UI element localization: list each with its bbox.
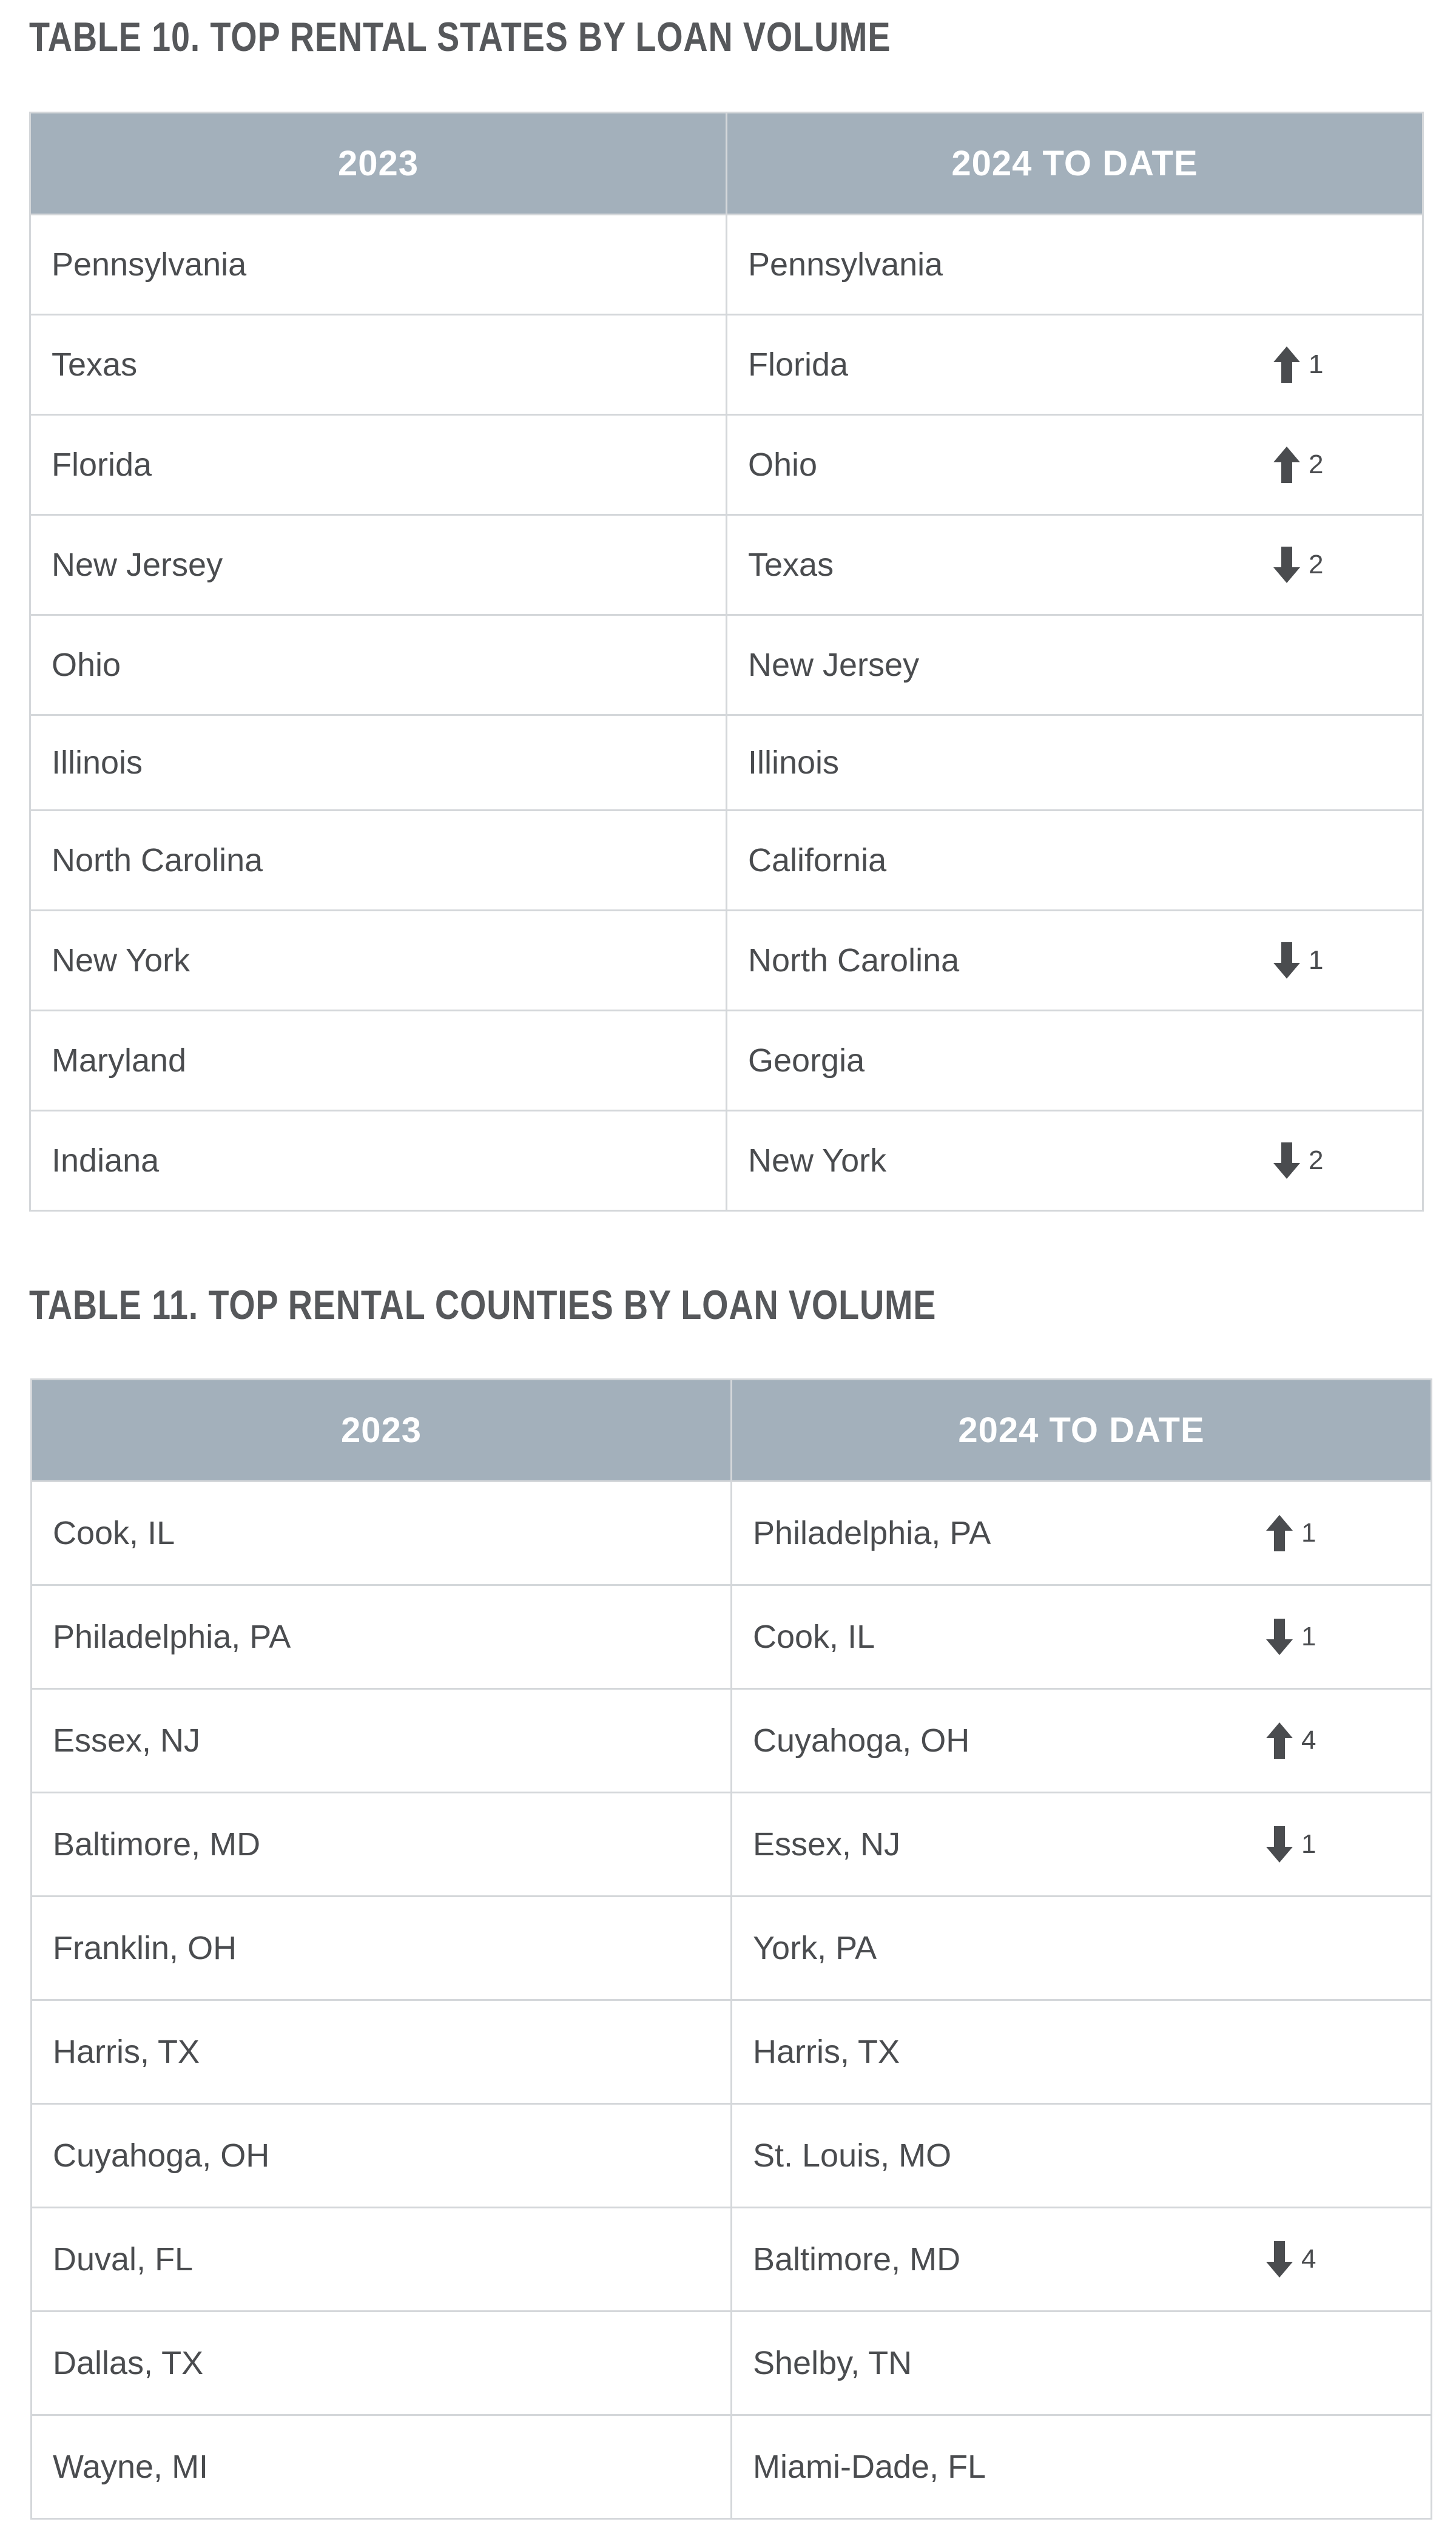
rank-name-2023: Cook, IL: [53, 1515, 175, 1551]
rank-change: [1273, 547, 1323, 583]
cell-2024: [727, 615, 1423, 715]
arrow-down-icon: [1273, 942, 1300, 979]
cell-2023: [32, 1897, 732, 2000]
cell-2024: [727, 315, 1423, 415]
cell-2023: [32, 1585, 732, 1689]
cell-2023: [30, 715, 727, 811]
rank-change-amount: 2: [1309, 450, 1324, 479]
rank-name-2023: Pennsylvania: [52, 246, 247, 283]
table-row: [30, 615, 1423, 715]
rank-name-2023: Florida: [52, 447, 152, 483]
rank-change-amount: 4: [1301, 1725, 1316, 1755]
rank-name-2024: St. Louis, MO: [753, 2137, 952, 2174]
rank-name-2023: Baltimore, MD: [53, 1826, 261, 1863]
rank-change-amount: 2: [1309, 550, 1324, 579]
cell-2023: [30, 1011, 727, 1111]
rank-change: [1266, 1826, 1316, 1863]
cell-2023: [30, 615, 727, 715]
rank-name-2024: Harris, TX: [753, 2034, 900, 2070]
rank-name-2024: Miami-Dade, FL: [753, 2449, 986, 2485]
table11: [30, 1378, 1432, 2520]
cell-2023: [30, 1111, 727, 1211]
rank-change: [1273, 1142, 1323, 1179]
arrow-down-icon: [1266, 2241, 1293, 2278]
rank-name-2024: Essex, NJ: [753, 1826, 901, 1863]
rank-name-2023: Ohio: [52, 647, 121, 683]
table11-header-2024: 2024 TO DATE: [732, 1380, 1432, 1482]
table-row: [32, 2415, 1432, 2519]
table-row: [30, 215, 1423, 315]
rank-name-2024: New Jersey: [748, 647, 920, 683]
cell-2023: [30, 215, 727, 315]
cell-2023: [30, 315, 727, 415]
arrow-up-icon: [1273, 447, 1300, 483]
arrow-down-icon: [1273, 547, 1300, 583]
rank-change: [1273, 942, 1323, 979]
rank-name-2023: Illinois: [52, 744, 143, 781]
arrow-up-icon: [1266, 1722, 1293, 1759]
rank-name-2023: New York: [52, 942, 190, 979]
arrow-down-icon: [1266, 1826, 1293, 1863]
table-row: [30, 1011, 1423, 1111]
table10-header-row: [30, 113, 1423, 215]
rank-name-2024: New York: [748, 1142, 887, 1179]
cell-2023: [30, 415, 727, 515]
table-row: [32, 1689, 1432, 1793]
table10: [29, 112, 1424, 1212]
rank-name-2024: Shelby, TN: [753, 2345, 912, 2381]
rank-name-2023: Franklin, OH: [53, 1930, 237, 1966]
rank-name-2024: Georgia: [748, 1042, 865, 1079]
cell-2023: [32, 2312, 732, 2415]
table-row: [32, 1793, 1432, 1897]
cell-2023: [32, 1689, 732, 1793]
cell-2024: [727, 911, 1423, 1011]
arrow-down-icon: [1266, 1619, 1293, 1655]
rank-change-amount: 1: [1301, 1518, 1316, 1548]
rank-name-2023: New Jersey: [52, 547, 223, 583]
table11-header-row: [32, 1380, 1432, 1482]
table-row: [32, 1585, 1432, 1689]
rank-name-2023: Dallas, TX: [53, 2345, 204, 2381]
rank-change: [1266, 1619, 1316, 1655]
rank-name-2024: York, PA: [753, 1930, 877, 1966]
rank-name-2023: Duval, FL: [53, 2241, 194, 2278]
rank-name-2024: Philadelphia, PA: [753, 1515, 991, 1551]
cell-2024: [727, 1111, 1423, 1211]
rank-change: [1266, 1722, 1316, 1759]
cell-2024: [732, 1689, 1432, 1793]
cell-2024: [727, 1011, 1423, 1111]
rank-name-2023: Wayne, MI: [53, 2449, 209, 2485]
table10-header-2023: 2023: [30, 113, 727, 215]
cell-2023: [32, 1793, 732, 1897]
table-row: [32, 1897, 1432, 2000]
rank-change-amount: 1: [1309, 349, 1324, 379]
rank-name-2024: Baltimore, MD: [753, 2241, 961, 2278]
rank-name-2023: Philadelphia, PA: [53, 1619, 291, 1655]
table10-header-2024: 2024 TO DATE: [727, 113, 1423, 215]
rank-name-2023: Harris, TX: [53, 2034, 200, 2070]
rank-name-2023: North Carolina: [52, 842, 263, 878]
cell-2024: [732, 1482, 1432, 1585]
rank-change-amount: 4: [1301, 2244, 1316, 2274]
arrow-up-icon: [1273, 346, 1300, 383]
cell-2024: [727, 515, 1423, 615]
cell-2024: [732, 1793, 1432, 1897]
table-row: [30, 315, 1423, 415]
rank-change: [1266, 1515, 1316, 1551]
cell-2024: [732, 2000, 1432, 2104]
table11-header-2023: 2023: [32, 1380, 732, 1482]
arrow-down-icon: [1273, 1142, 1300, 1179]
rank-change-amount: 1: [1301, 1829, 1316, 1859]
cell-2024: [727, 415, 1423, 515]
rank-name-2024: North Carolina: [748, 942, 960, 979]
rank-name-2023: Texas: [52, 346, 138, 383]
arrow-up-icon: [1266, 1515, 1293, 1551]
cell-2024: [727, 215, 1423, 315]
table-row: [30, 1111, 1423, 1211]
cell-2023: [32, 2000, 732, 2104]
rank-name-2024: Florida: [748, 346, 849, 383]
rank-name-2024: Ohio: [748, 447, 818, 483]
cell-2023: [32, 1482, 732, 1585]
cell-2023: [30, 811, 727, 911]
table-row: [30, 415, 1423, 515]
cell-2024: [732, 2104, 1432, 2208]
cell-2023: [32, 2415, 732, 2519]
rank-name-2023: Essex, NJ: [53, 1722, 201, 1759]
rank-change: [1273, 346, 1323, 383]
cell-2024: [727, 715, 1423, 811]
cell-2023: [32, 2208, 732, 2312]
rank-name-2024: Cook, IL: [753, 1619, 875, 1655]
rank-name-2023: Indiana: [52, 1142, 160, 1179]
rank-name-2023: Maryland: [52, 1042, 187, 1079]
rank-change-amount: 2: [1309, 1145, 1324, 1175]
cell-2024: [732, 1897, 1432, 2000]
table10-title: TABLE 10. TOP RENTAL STATES BY LOAN VOLUME: [29, 14, 891, 60]
cell-2024: [732, 2312, 1432, 2415]
table-row: [32, 1482, 1432, 1585]
cell-2024: [732, 2208, 1432, 2312]
table-row: [30, 811, 1423, 911]
rank-name-2024: Pennsylvania: [748, 246, 943, 283]
rank-change-amount: 1: [1309, 945, 1324, 975]
cell-2023: [32, 2104, 732, 2208]
cell-2024: [732, 1585, 1432, 1689]
table-row: [32, 2312, 1432, 2415]
table-row: [30, 911, 1423, 1011]
cell-2023: [30, 911, 727, 1011]
rank-name-2024: California: [748, 842, 887, 878]
rank-name-2024: Texas: [748, 547, 834, 583]
rank-name-2023: Cuyahoga, OH: [53, 2137, 270, 2174]
rank-name-2024: Illinois: [748, 744, 840, 781]
rank-change: [1266, 2241, 1316, 2278]
table11-title: TABLE 11. TOP RENTAL COUNTIES BY LOAN VOLUME: [29, 1282, 937, 1328]
rank-change: [1273, 447, 1323, 483]
table-row: [32, 2104, 1432, 2208]
cell-2024: [727, 811, 1423, 911]
cell-2023: [30, 515, 727, 615]
table-row: [32, 2208, 1432, 2312]
table-row: [30, 715, 1423, 811]
table-row: [30, 515, 1423, 615]
table-row: [32, 2000, 1432, 2104]
rank-name-2024: Cuyahoga, OH: [753, 1722, 970, 1759]
rank-change-amount: 1: [1301, 1622, 1316, 1651]
cell-2024: [732, 2415, 1432, 2519]
